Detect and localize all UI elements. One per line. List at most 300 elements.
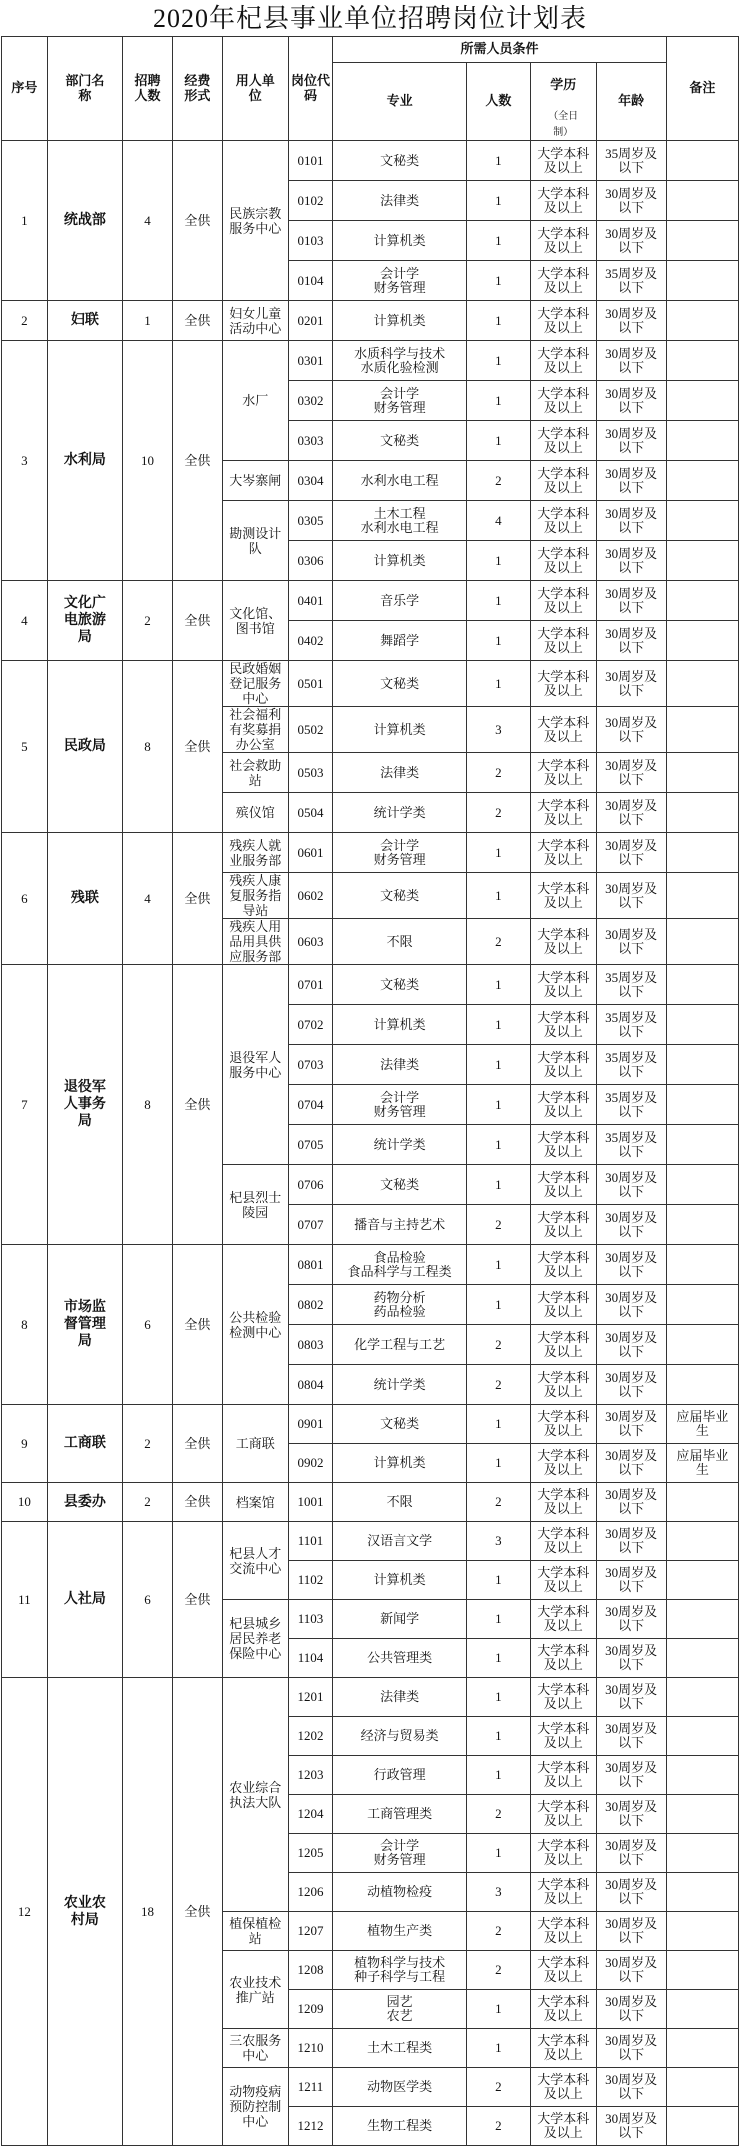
position-code: 0602 [288, 873, 333, 919]
position-remark [666, 1990, 738, 2029]
position-num: 1 [467, 1678, 531, 1717]
position-age: 30周岁及 以下 [596, 1834, 666, 1873]
position-education: 大学本科 及以上 [530, 181, 596, 221]
position-code: 0804 [288, 1365, 333, 1405]
position-age: 30周岁及 以下 [596, 2029, 666, 2068]
position-remark [666, 965, 738, 1005]
position-major: 植物生产类 [333, 1912, 467, 1951]
position-age: 30周岁及 以下 [596, 301, 666, 341]
position-major: 会计学 财务管理 [333, 1834, 467, 1873]
position-remark [666, 1365, 738, 1405]
position-num: 2 [467, 919, 531, 965]
position-major: 计算机类 [333, 707, 467, 753]
position-num: 1 [467, 833, 531, 873]
dept-count: 18 [123, 1678, 173, 2146]
position-num: 2 [467, 753, 531, 793]
position-education: 大学本科 及以上 [530, 2068, 596, 2107]
position-num: 1 [467, 261, 531, 301]
position-code: 1209 [288, 1990, 333, 2029]
position-major: 计算机类 [333, 1561, 467, 1600]
position-major: 文秘类 [333, 1165, 467, 1205]
position-remark [666, 1639, 738, 1678]
position-age: 30周岁及 以下 [596, 661, 666, 707]
position-remark [666, 1951, 738, 1990]
position-age: 35周岁及 以下 [596, 141, 666, 181]
position-num: 1 [467, 1600, 531, 1639]
unit-name: 社会救助 站 [222, 753, 288, 793]
dept-no: 8 [2, 1245, 48, 1405]
dept-name: 统战部 [47, 141, 122, 301]
dept-no: 2 [2, 301, 48, 341]
position-major: 计算机类 [333, 1005, 467, 1045]
position-remark: 应届毕业 生 [666, 1405, 738, 1444]
position-major: 法律类 [333, 181, 467, 221]
position-major: 新闻学 [333, 1600, 467, 1639]
position-remark [666, 1245, 738, 1285]
position-age: 30周岁及 以下 [596, 793, 666, 833]
position-num: 1 [467, 1834, 531, 1873]
position-education: 大学本科 及以上 [530, 301, 596, 341]
position-code: 0102 [288, 181, 333, 221]
unit-name: 公共检验 检测中心 [222, 1245, 288, 1405]
position-remark [666, 1165, 738, 1205]
unit-name: 水厂 [222, 341, 288, 461]
position-major: 计算机类 [333, 1444, 467, 1483]
header-education-note: （全日 制） [548, 111, 579, 138]
position-major: 化学工程与工艺 [333, 1325, 467, 1365]
position-code: 0601 [288, 833, 333, 873]
position-age: 30周岁及 以下 [596, 541, 666, 581]
position-major: 经济与贸易类 [333, 1717, 467, 1756]
table-row [2, 833, 739, 873]
position-num: 2 [467, 461, 531, 501]
position-age: 30周岁及 以下 [596, 1678, 666, 1717]
position-major: 水利水电工程 [333, 461, 467, 501]
unit-name: 农业综合 执法大队 [222, 1678, 288, 1912]
position-education: 大学本科 及以上 [530, 1005, 596, 1045]
position-major: 计算机类 [333, 221, 467, 261]
recruitment-table [1, 36, 739, 2146]
position-major: 音乐学 [333, 581, 467, 621]
position-remark [666, 1873, 738, 1912]
dept-no: 12 [2, 1678, 48, 2146]
position-num: 2 [467, 2107, 531, 2146]
header-remark: 备注 [666, 37, 738, 141]
position-code: 0401 [288, 581, 333, 621]
position-education: 大学本科 及以上 [530, 621, 596, 661]
position-code: 1103 [288, 1600, 333, 1639]
table-row [2, 1522, 739, 1561]
position-code: 0901 [288, 1405, 333, 1444]
position-age: 30周岁及 以下 [596, 421, 666, 461]
position-age: 30周岁及 以下 [596, 1245, 666, 1285]
dept-funding: 全供 [172, 661, 222, 833]
position-code: 0402 [288, 621, 333, 661]
position-age: 35周岁及 以下 [596, 1005, 666, 1045]
dept-funding: 全供 [172, 141, 222, 301]
dept-no: 10 [2, 1483, 48, 1522]
position-num: 1 [467, 1756, 531, 1795]
position-education: 大学本科 及以上 [530, 541, 596, 581]
position-major: 土木工程 水利水电工程 [333, 501, 467, 541]
dept-no: 3 [2, 341, 48, 581]
position-age: 30周岁及 以下 [596, 341, 666, 381]
position-age: 30周岁及 以下 [596, 501, 666, 541]
position-education: 大学本科 及以上 [530, 1600, 596, 1639]
position-code: 0704 [288, 1085, 333, 1125]
position-education: 大学本科 及以上 [530, 2107, 596, 2146]
position-education: 大学本科 及以上 [530, 1522, 596, 1561]
position-age: 30周岁及 以下 [596, 1205, 666, 1245]
position-age: 30周岁及 以下 [596, 1873, 666, 1912]
position-code: 0705 [288, 1125, 333, 1165]
position-code: 0103 [288, 221, 333, 261]
dept-count: 2 [123, 1483, 173, 1522]
position-num: 2 [467, 1325, 531, 1365]
position-education: 大学本科 及以上 [530, 793, 596, 833]
position-education: 大学本科 及以上 [530, 833, 596, 873]
position-code: 0503 [288, 753, 333, 793]
dept-count: 8 [123, 965, 173, 1245]
position-remark [666, 753, 738, 793]
position-age: 30周岁及 以下 [596, 833, 666, 873]
position-age: 35周岁及 以下 [596, 261, 666, 301]
position-education: 大学本科 及以上 [530, 1285, 596, 1325]
position-major: 水质科学与技术 水质化验检测 [333, 341, 467, 381]
position-code: 1210 [288, 2029, 333, 2068]
position-age: 35周岁及 以下 [596, 965, 666, 1005]
dept-no: 5 [2, 661, 48, 833]
dept-funding: 全供 [172, 341, 222, 581]
position-code: 0104 [288, 261, 333, 301]
position-num: 1 [467, 1045, 531, 1085]
position-code: 0302 [288, 381, 333, 421]
position-num: 1 [467, 141, 531, 181]
header-age: 年龄 [596, 63, 666, 141]
position-remark [666, 1561, 738, 1600]
position-education: 大学本科 及以上 [530, 2029, 596, 2068]
position-num: 1 [467, 1125, 531, 1165]
position-code: 1212 [288, 2107, 333, 2146]
position-education: 大学本科 及以上 [530, 1678, 596, 1717]
position-major: 会计学 财务管理 [333, 1085, 467, 1125]
position-num: 2 [467, 1795, 531, 1834]
position-code: 1101 [288, 1522, 333, 1561]
position-education: 大学本科 及以上 [530, 461, 596, 501]
position-num: 1 [467, 1990, 531, 2029]
position-code: 1208 [288, 1951, 333, 1990]
position-age: 30周岁及 以下 [596, 1951, 666, 1990]
position-remark [666, 1285, 738, 1325]
position-major: 统计学类 [333, 1125, 467, 1165]
position-education: 大学本科 及以上 [530, 1639, 596, 1678]
position-education: 大学本科 及以上 [530, 1405, 596, 1444]
position-education: 大学本科 及以上 [530, 1990, 596, 2029]
position-education: 大学本科 及以上 [530, 1873, 596, 1912]
header-unit: 用人单 位 [222, 37, 288, 141]
position-remark [666, 221, 738, 261]
position-major: 食品检验 食品科学与工程类 [333, 1245, 467, 1285]
unit-name: 植保植检 站 [222, 1912, 288, 1951]
position-code: 0707 [288, 1205, 333, 1245]
position-remark [666, 261, 738, 301]
dept-name: 人社局 [47, 1522, 122, 1678]
dept-name: 市场监 督管理 局 [47, 1245, 122, 1405]
position-major: 园艺 农艺 [333, 1990, 467, 2029]
position-remark [666, 181, 738, 221]
position-remark [666, 461, 738, 501]
position-remark [666, 2029, 738, 2068]
position-major: 舞蹈学 [333, 621, 467, 661]
position-major: 动植物检疫 [333, 1873, 467, 1912]
position-code: 0702 [288, 1005, 333, 1045]
position-age: 30周岁及 以下 [596, 1990, 666, 2029]
position-age: 30周岁及 以下 [596, 919, 666, 965]
position-num: 2 [467, 1205, 531, 1245]
header-no: 序号 [2, 37, 48, 141]
position-remark [666, 1522, 738, 1561]
position-major: 不限 [333, 919, 467, 965]
unit-name: 三农服务 中心 [222, 2029, 288, 2068]
dept-count: 2 [123, 1405, 173, 1483]
table-body [2, 141, 739, 2146]
position-remark [666, 621, 738, 661]
dept-no: 1 [2, 141, 48, 301]
position-age: 30周岁及 以下 [596, 1444, 666, 1483]
position-education: 大学本科 及以上 [530, 221, 596, 261]
position-code: 0706 [288, 1165, 333, 1205]
unit-name: 残疾人用 品用具供 应服务部 [222, 919, 288, 965]
dept-count: 4 [123, 141, 173, 301]
position-code: 0902 [288, 1444, 333, 1483]
table-row [2, 581, 739, 621]
position-code: 0701 [288, 965, 333, 1005]
position-age: 30周岁及 以下 [596, 2107, 666, 2146]
position-education: 大学本科 及以上 [530, 1795, 596, 1834]
unit-name: 妇女儿童 活动中心 [222, 301, 288, 341]
dept-funding: 全供 [172, 301, 222, 341]
position-remark [666, 541, 738, 581]
position-code: 0803 [288, 1325, 333, 1365]
position-remark [666, 1205, 738, 1245]
position-remark [666, 1483, 738, 1522]
position-age: 30周岁及 以下 [596, 1756, 666, 1795]
position-remark [666, 793, 738, 833]
table-row [2, 341, 739, 381]
position-education: 大学本科 及以上 [530, 381, 596, 421]
unit-name: 大岑寨闸 [222, 461, 288, 501]
page-title: 2020年杞县事业单位招聘岗位计划表 [152, 4, 587, 33]
position-code: 1001 [288, 1483, 333, 1522]
position-education: 大学本科 及以上 [530, 1365, 596, 1405]
position-major: 不限 [333, 1483, 467, 1522]
position-education: 大学本科 及以上 [530, 421, 596, 461]
dept-funding: 全供 [172, 1483, 222, 1522]
position-major: 文秘类 [333, 661, 467, 707]
position-education: 大学本科 及以上 [530, 1834, 596, 1873]
position-education: 大学本科 及以上 [530, 1245, 596, 1285]
position-education: 大学本科 及以上 [530, 707, 596, 753]
unit-name: 殡仪馆 [222, 793, 288, 833]
position-num: 1 [467, 1639, 531, 1678]
position-remark [666, 301, 738, 341]
position-remark [666, 141, 738, 181]
position-major: 法律类 [333, 1045, 467, 1085]
position-num: 2 [467, 1365, 531, 1405]
dept-name: 工商联 [47, 1405, 122, 1483]
position-major: 生物工程类 [333, 2107, 467, 2146]
position-num: 1 [467, 621, 531, 661]
dept-count: 4 [123, 833, 173, 965]
position-num: 1 [467, 1285, 531, 1325]
unit-name: 农业技术 推广站 [222, 1951, 288, 2029]
position-education: 大学本科 及以上 [530, 1205, 596, 1245]
dept-no: 11 [2, 1522, 48, 1678]
dept-name: 水利局 [47, 341, 122, 581]
position-code: 0305 [288, 501, 333, 541]
table-row [2, 965, 739, 1005]
position-education: 大学本科 及以上 [530, 1444, 596, 1483]
dept-count: 10 [123, 341, 173, 581]
position-num: 3 [467, 1522, 531, 1561]
position-age: 30周岁及 以下 [596, 1639, 666, 1678]
unit-name: 档案馆 [222, 1483, 288, 1522]
unit-name: 文化馆、 图书馆 [222, 581, 288, 661]
position-age: 30周岁及 以下 [596, 1600, 666, 1639]
position-remark [666, 501, 738, 541]
position-code: 1102 [288, 1561, 333, 1600]
position-major: 法律类 [333, 1678, 467, 1717]
unit-name: 社会福利 有奖募捐 办公室 [222, 707, 288, 753]
unit-name: 民族宗教 服务中心 [222, 141, 288, 301]
position-remark [666, 341, 738, 381]
position-major: 计算机类 [333, 541, 467, 581]
position-remark [666, 1045, 738, 1085]
position-num: 1 [467, 581, 531, 621]
position-num: 1 [467, 221, 531, 261]
position-major: 统计学类 [333, 793, 467, 833]
table-row [2, 301, 739, 341]
dept-name: 残联 [47, 833, 122, 965]
position-education: 大学本科 及以上 [530, 141, 596, 181]
position-code: 0201 [288, 301, 333, 341]
header-funding: 经费 形式 [172, 37, 222, 141]
position-education: 大学本科 及以上 [530, 661, 596, 707]
header-major: 专业 [333, 63, 467, 141]
unit-name: 杞县城乡 居民养老 保险中心 [222, 1600, 288, 1678]
position-major: 文秘类 [333, 873, 467, 919]
position-education: 大学本科 及以上 [530, 873, 596, 919]
position-remark [666, 1795, 738, 1834]
position-major: 植物科学与技术 种子科学与工程 [333, 1951, 467, 1990]
position-num: 1 [467, 1165, 531, 1205]
dept-count: 1 [123, 301, 173, 341]
position-remark [666, 1325, 738, 1365]
position-age: 30周岁及 以下 [596, 221, 666, 261]
position-num: 1 [467, 341, 531, 381]
position-num: 4 [467, 501, 531, 541]
position-num: 2 [467, 1912, 531, 1951]
position-num: 1 [467, 661, 531, 707]
table-row [2, 1405, 739, 1444]
position-major: 文秘类 [333, 421, 467, 461]
position-age: 30周岁及 以下 [596, 1522, 666, 1561]
position-num: 3 [467, 1873, 531, 1912]
position-code: 1211 [288, 2068, 333, 2107]
dept-count: 2 [123, 581, 173, 661]
position-education: 大学本科 及以上 [530, 1951, 596, 1990]
unit-name: 杞县人才 交流中心 [222, 1522, 288, 1600]
position-major: 播音与主持艺术 [333, 1205, 467, 1245]
position-education: 大学本科 及以上 [530, 1912, 596, 1951]
position-num: 1 [467, 1561, 531, 1600]
position-remark [666, 707, 738, 753]
position-code: 0502 [288, 707, 333, 753]
position-code: 0301 [288, 341, 333, 381]
position-num: 1 [467, 1717, 531, 1756]
dept-no: 4 [2, 581, 48, 661]
dept-name: 农业农 村局 [47, 1678, 122, 2146]
position-major: 文秘类 [333, 1405, 467, 1444]
position-remark: 应届毕业 生 [666, 1444, 738, 1483]
position-remark [666, 1834, 738, 1873]
dept-funding: 全供 [172, 581, 222, 661]
position-education: 大学本科 及以上 [530, 581, 596, 621]
position-code: 1202 [288, 1717, 333, 1756]
position-num: 1 [467, 2029, 531, 2068]
position-remark [666, 2107, 738, 2146]
position-num: 1 [467, 301, 531, 341]
position-remark [666, 421, 738, 461]
position-code: 0303 [288, 421, 333, 461]
position-remark [666, 2068, 738, 2107]
position-age: 30周岁及 以下 [596, 1912, 666, 1951]
position-remark [666, 1600, 738, 1639]
position-age: 30周岁及 以下 [596, 2068, 666, 2107]
position-age: 30周岁及 以下 [596, 1405, 666, 1444]
header-code: 岗位代 码 [288, 37, 333, 141]
unit-name: 残疾人就 业服务部 [222, 833, 288, 873]
position-education: 大学本科 及以上 [530, 919, 596, 965]
position-age: 30周岁及 以下 [596, 1325, 666, 1365]
position-education: 大学本科 及以上 [530, 261, 596, 301]
position-remark [666, 1005, 738, 1045]
dept-count: 8 [123, 661, 173, 833]
position-code: 1204 [288, 1795, 333, 1834]
position-num: 1 [467, 1245, 531, 1285]
position-age: 30周岁及 以下 [596, 381, 666, 421]
position-education: 大学本科 及以上 [530, 1165, 596, 1205]
position-num: 1 [467, 181, 531, 221]
position-education: 大学本科 及以上 [530, 501, 596, 541]
position-age: 30周岁及 以下 [596, 1483, 666, 1522]
position-remark [666, 581, 738, 621]
position-code: 0802 [288, 1285, 333, 1325]
position-code: 1207 [288, 1912, 333, 1951]
position-education: 大学本科 及以上 [530, 1756, 596, 1795]
position-num: 1 [467, 1005, 531, 1045]
dept-funding: 全供 [172, 1522, 222, 1678]
dept-count: 6 [123, 1245, 173, 1405]
position-age: 30周岁及 以下 [596, 707, 666, 753]
position-age: 30周岁及 以下 [596, 581, 666, 621]
position-remark [666, 919, 738, 965]
dept-name: 县委办 [47, 1483, 122, 1522]
position-num: 1 [467, 1085, 531, 1125]
position-education: 大学本科 及以上 [530, 1561, 596, 1600]
position-num: 2 [467, 2068, 531, 2107]
header-education-label: 学历 [550, 78, 577, 93]
